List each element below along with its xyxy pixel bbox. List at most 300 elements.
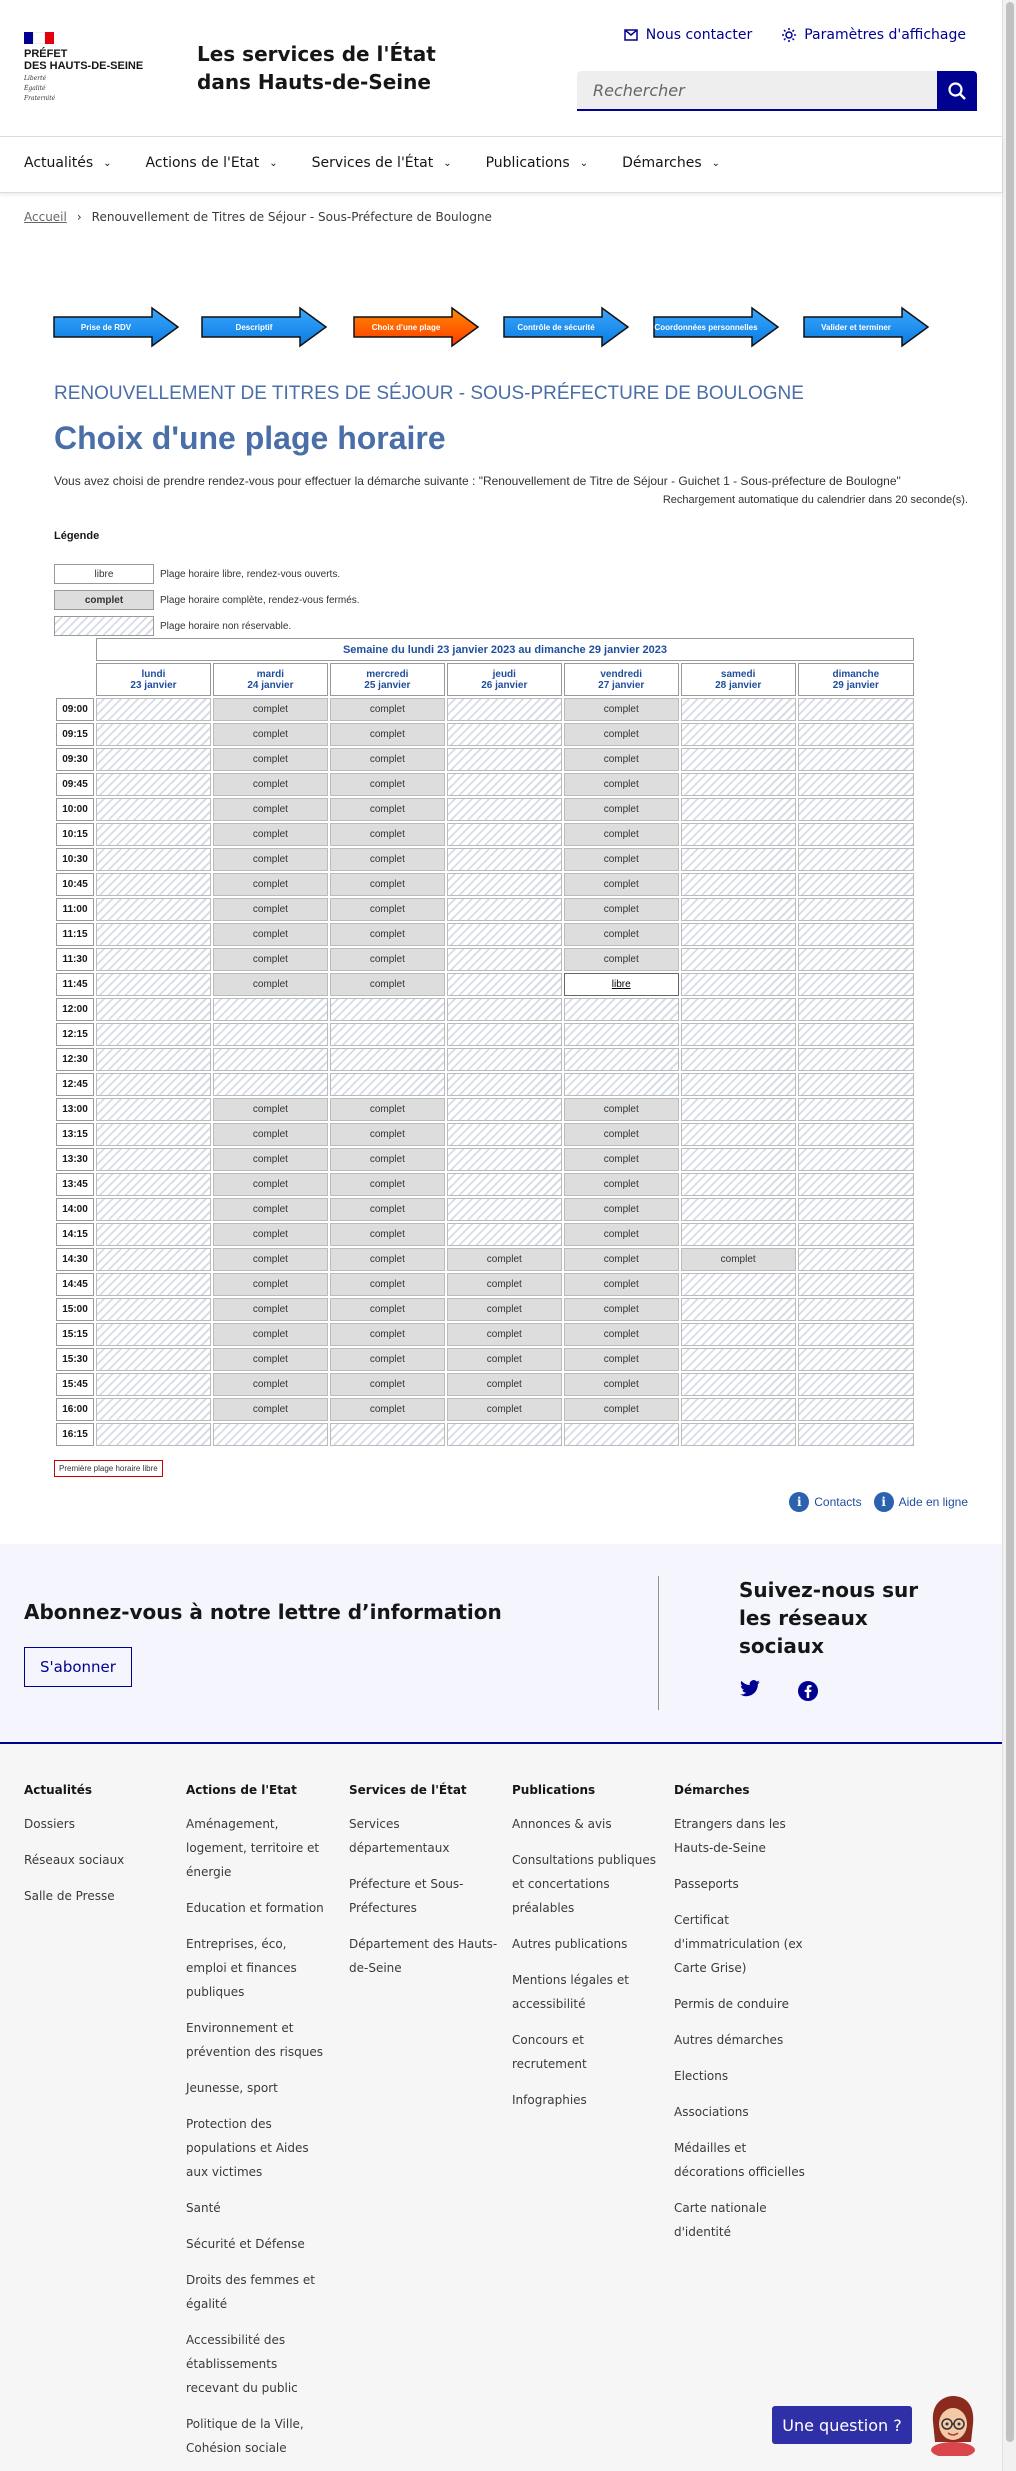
slot-unavailable [798, 723, 914, 746]
online-help-link[interactable] [874, 1492, 968, 1512]
step-label: Coordonnées personnelles [654, 322, 758, 332]
slot-unavailable [447, 948, 562, 971]
slot-unavailable [447, 823, 562, 846]
footer-link[interactable]: Associations [674, 2105, 749, 2119]
footer-link[interactable]: Département des Hauts-de-Seine [349, 1937, 498, 1975]
footer-column-title: Démarches [674, 1783, 750, 1797]
legend-full-box: complet [54, 590, 154, 610]
time-label: 13:15 [56, 1123, 94, 1146]
slot-unavailable [213, 1073, 328, 1096]
calendar-row [56, 773, 914, 796]
facebook-icon[interactable] [797, 1680, 819, 1702]
slot-unavailable [96, 1348, 211, 1371]
breadcrumb [24, 210, 492, 224]
legend [54, 561, 360, 639]
slot-unavailable [564, 1048, 679, 1071]
slot-unavailable [681, 748, 796, 771]
legend-free-text: Plage horaire libre, rendez-vous ouverts. [160, 568, 341, 580]
footer-link[interactable]: Permis de conduire [674, 1997, 789, 2011]
slot-full: complet [213, 873, 328, 896]
slot-unavailable [798, 1348, 914, 1371]
slot-full: complet [213, 848, 328, 871]
footer-link[interactable]: Elections [674, 2069, 729, 2083]
footer-link[interactable]: Dossiers [24, 1817, 75, 1831]
slot-unavailable [681, 1198, 796, 1221]
footer-column-title: Actualités [24, 1783, 93, 1797]
slot-full: complet [564, 1148, 679, 1171]
time-label: 13:30 [56, 1148, 94, 1171]
slot-unavailable [96, 1248, 211, 1271]
calendar-row [56, 1098, 914, 1121]
time-label: 10:45 [56, 873, 94, 896]
footer-link[interactable]: Autres démarches [674, 2033, 784, 2047]
calendar-row [56, 798, 914, 821]
footer-link[interactable]: Sécurité et Défense [186, 2237, 305, 2251]
day-date: 23 janvier [130, 679, 177, 691]
step-5 [652, 306, 780, 348]
slot-unavailable [798, 1048, 914, 1071]
slot-full: complet [330, 948, 445, 971]
nav-label: Démarches [622, 155, 702, 171]
time-label: 14:45 [56, 1273, 94, 1296]
mail-icon [624, 29, 638, 41]
slot-unavailable [681, 1048, 796, 1071]
slot-unavailable [681, 1173, 796, 1196]
slot-unavailable [681, 1273, 796, 1296]
slot-full: complet [213, 973, 328, 996]
footer-link[interactable]: Infographies [512, 2093, 587, 2107]
slot-unavailable [447, 1023, 562, 1046]
legend-na-text: Plage horaire non réservable. [160, 620, 292, 632]
calendar-row [56, 1273, 914, 1296]
slot-unavailable [447, 848, 562, 871]
day-name: samedi [720, 668, 756, 680]
footer-link[interactable]: Droits des femmes et égalité [186, 2273, 315, 2311]
time-label: 16:15 [56, 1423, 94, 1446]
slot-unavailable [798, 1323, 914, 1346]
calendar-row [56, 748, 914, 771]
day-header [681, 663, 796, 696]
slot-full: complet [447, 1248, 562, 1271]
slot-unavailable [681, 773, 796, 796]
divider [658, 1576, 659, 1710]
sun-icon [782, 28, 796, 42]
slot-unavailable [681, 798, 796, 821]
site-header [0, 0, 1002, 137]
search-button[interactable] [937, 71, 977, 111]
footer-link[interactable]: Protection des populations et Aides aux victimes [186, 2117, 309, 2179]
step-label: Descriptif [235, 322, 273, 332]
time-label: 10:15 [56, 823, 94, 846]
calendar-row [56, 1023, 914, 1046]
slot-full: complet [330, 773, 445, 796]
nav-item-services[interactable] [312, 137, 486, 192]
footer-link[interactable]: Etrangers dans les Hauts-de-Seine [674, 1817, 786, 1855]
calendar-table [54, 636, 916, 1448]
scrollbar-thumb[interactable] [1006, 2, 1014, 2442]
time-label: 12:15 [56, 1023, 94, 1046]
slot-unavailable [798, 1098, 914, 1121]
slot-unavailable [96, 1173, 211, 1196]
slot-unavailable [447, 1423, 562, 1446]
slot-full: complet [330, 1198, 445, 1221]
footer-link[interactable]: Politique de la Ville, Cohésion sociale [186, 2417, 304, 2455]
time-label: 12:00 [56, 998, 94, 1021]
twitter-icon[interactable] [739, 1680, 761, 1698]
calendar-row [56, 948, 914, 971]
time-label: 14:30 [56, 1248, 94, 1271]
devise-line: Égalité [24, 85, 46, 92]
calendar-row [56, 1073, 914, 1096]
slot-full: complet [213, 898, 328, 921]
slot-full: complet [213, 1173, 328, 1196]
slot-unavailable [798, 1023, 914, 1046]
contacts-label: Contacts [814, 1495, 862, 1509]
slot-unavailable [798, 1223, 914, 1246]
slot-unavailable [96, 1423, 211, 1446]
footer-column-title: Services de l'État [349, 1783, 467, 1797]
slot-full: complet [564, 1198, 679, 1221]
calendar-row [56, 973, 914, 996]
slot-unavailable [681, 1323, 796, 1346]
footer-link[interactable]: Mentions légales et accessibilité [512, 1973, 629, 2011]
footer-link[interactable]: Jeunesse, sport [186, 2081, 278, 2095]
step-2 [200, 306, 328, 348]
slot-full: complet [564, 1248, 679, 1271]
slot-full: complet [213, 748, 328, 771]
slot-unavailable [447, 798, 562, 821]
slot-full: complet [564, 1298, 679, 1321]
footer-column [674, 1778, 814, 2256]
slot-unavailable [447, 1173, 562, 1196]
step-label: Contrôle de sécurité [517, 322, 595, 332]
slot-unavailable [681, 923, 796, 946]
slot-full: complet [681, 1248, 796, 1271]
slot-full: complet [330, 1223, 445, 1246]
slot-unavailable [96, 848, 211, 871]
page-title: Choix d'une plage horaire [54, 420, 446, 456]
main-nav [0, 137, 1002, 193]
slot-full: complet [213, 1148, 328, 1171]
footer-link[interactable]: Accessibilité des établissements recevant du public [186, 2333, 298, 2395]
slot-full: complet [330, 1273, 445, 1296]
time-label: 15:00 [56, 1298, 94, 1321]
day-name: jeudi [492, 668, 516, 680]
slot-unavailable [798, 1173, 914, 1196]
legend-na-box [54, 616, 154, 636]
slot-unavailable [798, 873, 914, 896]
day-name: mercredi [366, 668, 409, 680]
footer-link[interactable]: Environnement et prévention des risques [186, 2021, 324, 2059]
calendar-row [56, 898, 914, 921]
slot-unavailable [447, 923, 562, 946]
slot-full: complet [213, 1298, 328, 1321]
newsletter-title: Abonnez-vous à notre lettre d’information [24, 1600, 502, 1624]
time-label: 12:45 [56, 1073, 94, 1096]
day-date: 24 janvier [247, 679, 294, 691]
slot-full: complet [330, 1398, 445, 1421]
slot-full: complet [564, 873, 679, 896]
nav-item-actions[interactable] [146, 137, 312, 192]
slot-unavailable [798, 798, 914, 821]
slot-unavailable [798, 748, 914, 771]
footer-link[interactable]: Services départementaux [349, 1817, 450, 1855]
subscribe-button[interactable]: S'abonner [24, 1647, 132, 1687]
nav-item-demarches[interactable] [622, 137, 744, 192]
time-label: 13:45 [56, 1173, 94, 1196]
slot-unavailable [330, 1048, 445, 1071]
slot-unavailable [213, 998, 328, 1021]
slot-full: complet [213, 1223, 328, 1246]
slot-unavailable [798, 1198, 914, 1221]
slot-unavailable [330, 1423, 445, 1446]
slot-full: complet [564, 1173, 679, 1196]
footer-link[interactable]: Concours et recrutement [512, 2033, 587, 2071]
calendar-row [56, 1148, 914, 1171]
chatbot-avatar-icon[interactable] [925, 2392, 981, 2456]
calendar-row [56, 1423, 914, 1446]
slot-unavailable [564, 1023, 679, 1046]
slot-full: complet [213, 798, 328, 821]
slot-full: complet [330, 723, 445, 746]
footer-link[interactable]: Annonces & avis [512, 1817, 612, 1831]
page-scrollbar[interactable] [1002, 0, 1016, 2471]
slot-full: complet [447, 1273, 562, 1296]
slot-unavailable [798, 1398, 914, 1421]
slot-full: complet [330, 1373, 445, 1396]
footer-link[interactable]: Autres publications [512, 1937, 628, 1951]
calendar-row [56, 1298, 914, 1321]
slot-unavailable [330, 1073, 445, 1096]
day-header [330, 663, 445, 696]
slot-unavailable [798, 898, 914, 921]
nav-label: Actions de l'Etat [145, 155, 260, 171]
footer-link[interactable]: Certificat d'immatriculation (ex Carte Grise) [674, 1913, 803, 1975]
slot-unavailable [798, 1123, 914, 1146]
slot-unavailable [798, 948, 914, 971]
slot-unavailable [681, 1223, 796, 1246]
help-links [789, 1492, 968, 1512]
slot-unavailable [447, 723, 562, 746]
legend-title: Légende [54, 530, 100, 542]
slot-full: complet [213, 1123, 328, 1146]
slot-free[interactable]: libre [564, 973, 679, 996]
slot-full: complet [213, 923, 328, 946]
contacts-link[interactable] [789, 1492, 861, 1512]
footer-link[interactable]: Entreprises, éco, emploi et finances publiques [186, 1937, 297, 1999]
slot-full: complet [213, 823, 328, 846]
time-label: 14:15 [56, 1223, 94, 1246]
step-4 [502, 306, 630, 348]
footer-link[interactable]: Consultations publiques et concertations préalables [512, 1853, 656, 1915]
demarche-title: RENOUVELLEMENT DE TITRES DE SÉJOUR - SOUS-PRÉFECTURE DE BOULOGNE [54, 383, 804, 404]
slot-unavailable [798, 823, 914, 846]
slot-full: complet [564, 1348, 679, 1371]
site-footer [0, 1744, 1002, 2471]
prefet-logo[interactable] [24, 32, 174, 102]
calendar-row [56, 1223, 914, 1246]
slot-unavailable [681, 873, 796, 896]
footer-column [186, 1778, 326, 2471]
slot-unavailable [798, 998, 914, 1021]
time-label: 09:30 [56, 748, 94, 771]
day-name: mardi [256, 668, 285, 680]
legend-free-box: libre [54, 564, 154, 584]
calendar-row [56, 1248, 914, 1271]
slot-unavailable [798, 848, 914, 871]
slot-full: complet [330, 1173, 445, 1196]
slot-full: complet [213, 723, 328, 746]
display-settings-label: Paramètres d'affichage [804, 27, 966, 43]
slot-unavailable [681, 898, 796, 921]
slot-unavailable [798, 773, 914, 796]
footer-link[interactable]: Santé [186, 2201, 221, 2215]
day-name: lundi [141, 668, 166, 680]
nav-item-publications[interactable] [486, 137, 623, 192]
slot-full: complet [447, 1348, 562, 1371]
footer-column [512, 1778, 662, 2124]
slot-unavailable [681, 848, 796, 871]
slot-full: complet [564, 748, 679, 771]
slot-unavailable [681, 948, 796, 971]
slot-unavailable [447, 1148, 562, 1171]
slot-unavailable [213, 1048, 328, 1071]
time-label: 09:00 [56, 698, 94, 721]
slot-unavailable [564, 1073, 679, 1096]
chevron-down-icon: ⌄ [269, 158, 278, 169]
slot-unavailable [447, 898, 562, 921]
legend-full-text: Plage horaire complète, rendez-vous fermés. [160, 594, 360, 606]
day-date: 29 janvier [832, 679, 879, 691]
slot-unavailable [798, 1148, 914, 1171]
slot-full: complet [564, 823, 679, 846]
slot-full: complet [564, 898, 679, 921]
slot-unavailable [447, 1098, 562, 1121]
reload-notice: Rechargement automatique du calendrier dans 20 seconde(s). [662, 494, 968, 506]
time-label: 16:00 [56, 1398, 94, 1421]
search-icon [947, 81, 967, 101]
slot-full: complet [564, 723, 679, 746]
slot-unavailable [798, 973, 914, 996]
devise-line: Liberté [24, 75, 47, 82]
first-free-slot-button[interactable]: Première plage horaire libre [54, 1460, 163, 1477]
slot-unavailable [798, 1373, 914, 1396]
slot-unavailable [96, 873, 211, 896]
site-title[interactable]: Les services de l'État dans Hauts-de-Seine [197, 42, 436, 94]
chevron-down-icon: ⌄ [579, 158, 589, 169]
slot-unavailable [96, 1298, 211, 1321]
search-input[interactable]: Rechercher [577, 71, 937, 111]
slot-unavailable [96, 1373, 211, 1396]
footer-link[interactable]: Aménagement, logement, territoire et énergie [186, 1817, 320, 1879]
time-label: 15:45 [56, 1373, 94, 1396]
slot-full: complet [330, 798, 445, 821]
calendar-row [56, 1348, 914, 1371]
slot-unavailable [681, 1073, 796, 1096]
slot-unavailable [798, 1423, 914, 1446]
slot-unavailable [96, 773, 211, 796]
logo-line: PRÉFET [24, 48, 68, 60]
calendar-row [56, 1398, 914, 1421]
footer-link[interactable]: Préfecture et Sous-Préfectures [349, 1877, 464, 1915]
calendar [54, 636, 916, 1448]
time-label: 12:30 [56, 1048, 94, 1071]
slot-full: complet [213, 1098, 328, 1121]
slot-full: complet [330, 1123, 445, 1146]
slot-full: complet [213, 1198, 328, 1221]
footer-link[interactable]: Médailles et décorations officielles [674, 2141, 805, 2179]
step-label: Choix d'une plage [371, 322, 441, 332]
slot-unavailable [681, 1123, 796, 1146]
slot-unavailable [213, 1423, 328, 1446]
nav-item-actualites[interactable] [24, 137, 146, 192]
time-label: 13:00 [56, 1098, 94, 1121]
slot-unavailable [681, 1148, 796, 1171]
footer-link[interactable]: Salle de Presse [24, 1889, 115, 1903]
slot-unavailable [447, 748, 562, 771]
time-label: 11:30 [56, 948, 94, 971]
time-label: 09:15 [56, 723, 94, 746]
step-label: Prise de RDV [80, 322, 132, 332]
slot-unavailable [681, 723, 796, 746]
footer-link[interactable]: Réseaux sociaux [24, 1853, 125, 1867]
slot-full: complet [330, 1098, 445, 1121]
slot-unavailable [96, 1198, 211, 1221]
slot-unavailable [681, 698, 796, 721]
footer-column-title: Actions de l'Etat [186, 1783, 297, 1797]
info-icon: i [789, 1492, 809, 1512]
slot-unavailable [330, 998, 445, 1021]
slot-unavailable [447, 698, 562, 721]
slot-full: complet [447, 1323, 562, 1346]
contact-link[interactable] [624, 27, 752, 43]
slot-unavailable [447, 973, 562, 996]
slot-unavailable [798, 1073, 914, 1096]
footer-column [349, 1778, 499, 1992]
slot-unavailable [96, 723, 211, 746]
display-settings-link[interactable] [782, 27, 966, 43]
footer-link[interactable]: Carte nationale d'identité [674, 2201, 767, 2239]
slot-full: complet [564, 1398, 679, 1421]
slot-full: complet [564, 848, 679, 871]
nav-label: Actualités [24, 155, 94, 171]
slot-full: complet [564, 1273, 679, 1296]
chevron-down-icon: ⌄ [103, 158, 112, 169]
footer-link[interactable]: Education et formation [186, 1901, 324, 1915]
slot-unavailable [798, 698, 914, 721]
chat-question-button[interactable]: Une question ? [772, 2406, 912, 2444]
slot-unavailable [681, 1423, 796, 1446]
slot-unavailable [96, 1223, 211, 1246]
info-icon: i [874, 1492, 894, 1512]
slot-full: complet [213, 1248, 328, 1271]
slot-unavailable [798, 1298, 914, 1321]
time-label: 11:00 [56, 898, 94, 921]
footer-link[interactable]: Passeports [674, 1877, 739, 1891]
slot-unavailable [798, 1248, 914, 1271]
day-header [96, 663, 211, 696]
newsletter-section [0, 1544, 1002, 1744]
slot-full: complet [564, 1223, 679, 1246]
slot-unavailable [213, 1023, 328, 1046]
calendar-row [56, 1048, 914, 1071]
day-name: dimanche [832, 668, 880, 680]
slot-unavailable [681, 1098, 796, 1121]
calendar-row [56, 1373, 914, 1396]
slot-full: complet [330, 1323, 445, 1346]
breadcrumb-home[interactable]: Accueil [24, 210, 67, 224]
slot-unavailable [96, 898, 211, 921]
